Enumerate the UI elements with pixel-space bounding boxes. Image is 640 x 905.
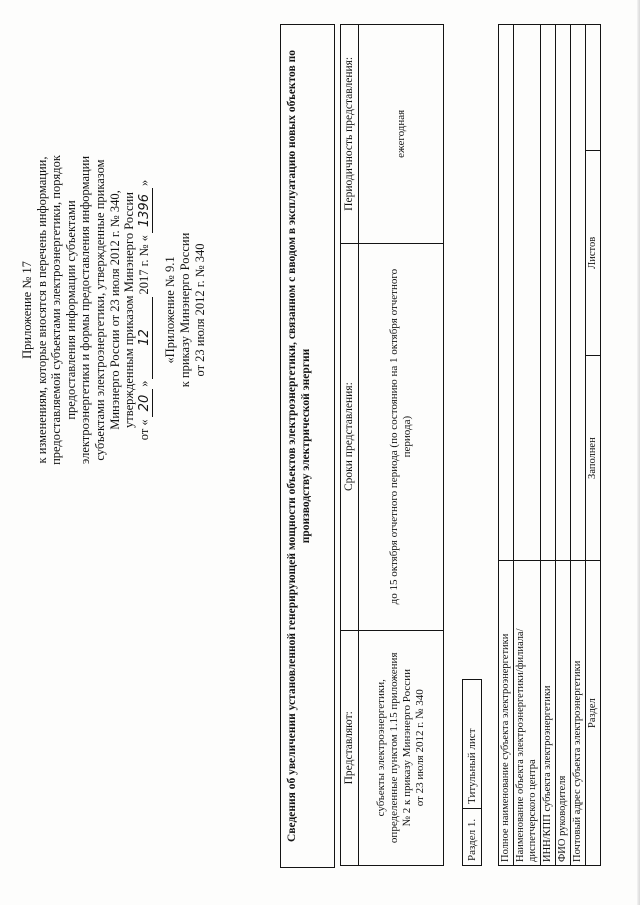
header-submitters: Представляют: [341,630,359,865]
handwritten-month: 12 [138,297,154,379]
title-sheet-table [498,24,601,866]
col-blank [586,25,601,151]
form-title: Сведения об увеличении установленной генерирующей мощности объектов электроэнергетики, связанном с вводом в эксплуатацию новых объектов по производству электрической энергии [280,24,335,868]
appendix-line-4: электроэнергетики и формы предоставления информации [78,155,93,465]
rotated-form [20,12,620,892]
handwritten-day: 20 [138,389,154,418]
deadline-cell: до 15 октября отчетного периода (по состоянию на 1 октября отчетного периода) [359,243,444,630]
appendix-line-1: к изменениям, которые вносятся в перечень информации, [34,156,49,464]
object-name-value[interactable] [514,25,541,561]
appendix-title: Приложение № 17 [20,261,34,359]
object-name-label: Наименование объекта электроэнергетики/филиала/диспетчерского центра [514,561,541,866]
postal-address-value[interactable] [571,25,586,561]
report-info-table [340,24,444,866]
appendix-line-2: предоставляемой субъектами электроэнергетики, порядок [49,155,64,465]
appendix-line-5: субъектами электроэнергетики, утвержденные приказом [92,159,107,461]
appendix-line-6: Минэнерго России от 23 июля 2012 г. № 340, [107,190,122,430]
section-label [462,679,482,866]
col-section: Раздел [586,561,601,866]
section-name: Титульный лист [463,680,482,809]
order-date-line: от «20»122017 г. № «1396» [136,179,152,441]
header-deadlines: Сроки представления: [341,243,359,630]
director-label: ФИО руководителя [556,561,571,866]
appendix-9-1-line-1: к приказу Минэнерго России [177,232,192,388]
col-filled: Заполнен [586,355,601,560]
section-number: Раздел 1. [463,809,482,866]
col-sheets: Листов [586,150,601,355]
full-name-value[interactable] [499,25,514,561]
appendix-9-1-line-2: от 23 июля 2012 г. № 340 [192,243,207,377]
inn-kpp-label: ИНН/КПП субъекта электроэнергетики [541,561,556,866]
appendix-line-3: предоставления информации субъектами [63,200,78,420]
handwritten-order-number: 1396 [138,188,154,233]
full-name-label: Полное наименование субъекта электроэнергетики [499,561,514,866]
appendix-header [20,30,207,590]
submitters-cell: субъекты электроэнергетики, определенные пунктом 1.15 приложения № 2 к приказу Минэнерго России от 23 июля 2012 г. № 340 [359,630,444,865]
inn-kpp-value[interactable] [541,25,556,561]
header-periodicity: Периодичность представления: [341,25,359,244]
periodicity-cell: ежегодная [359,25,444,244]
header-block [20,12,282,892]
postal-address-label: Почтовый адрес субъекта электроэнергетики [571,561,586,866]
appendix-line-7: утвержденным приказом Минэнерго России [122,192,137,428]
appendix-9-1-title: «Приложение № 9.1 [163,256,178,364]
director-value[interactable] [556,25,571,561]
